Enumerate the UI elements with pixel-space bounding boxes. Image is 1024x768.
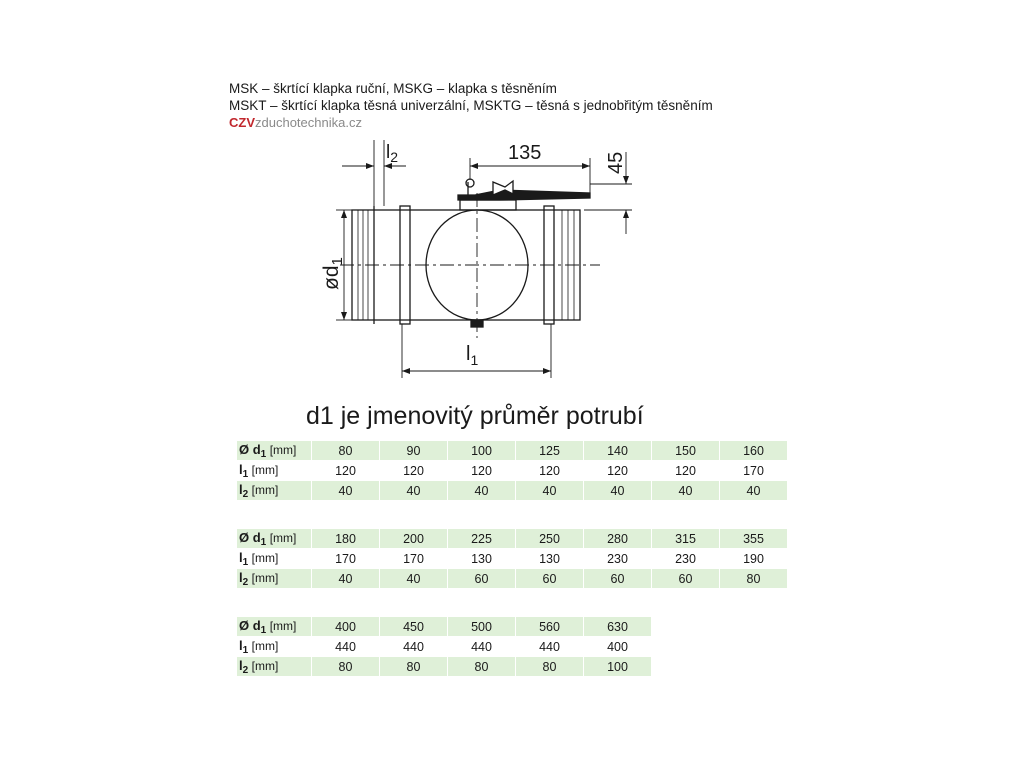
- table-cell: 40: [720, 481, 787, 500]
- table-cell: 230: [607, 551, 628, 566]
- table-cell: 40: [312, 569, 379, 588]
- table-cell: 315: [652, 529, 719, 548]
- table-cell: 440: [403, 639, 424, 654]
- table-cell: 140: [584, 441, 651, 460]
- handle-lever: [458, 190, 590, 200]
- table-cell: 355: [720, 529, 787, 548]
- table-cell: 100: [584, 657, 651, 676]
- table-cell: 190: [743, 551, 764, 566]
- table-cell: 120: [539, 463, 560, 478]
- brand-rest: zduchotechnika.cz: [255, 115, 362, 130]
- table-cell: 500: [448, 617, 515, 636]
- table-cell: 400: [312, 617, 379, 636]
- table-cell: 560: [516, 617, 583, 636]
- dim-135-label: 135: [508, 142, 542, 164]
- table-cell: 40: [584, 481, 651, 500]
- table-row-l2: $l_2$ [mm] 40 40 40 40 40 40 40: [237, 481, 787, 500]
- table-cell: 40: [652, 481, 719, 500]
- table-cell: 200: [380, 529, 447, 548]
- table-cell: 80: [720, 569, 787, 588]
- table-cell: 180: [312, 529, 379, 548]
- table-cell: 120: [675, 463, 696, 478]
- table-cell: 80: [312, 441, 379, 460]
- subtitle: d1 je jmenovitý průměr potrubí: [306, 402, 644, 430]
- table-cell: 60: [584, 569, 651, 588]
- dim-45-label: 45: [605, 151, 627, 174]
- dimension-table-2: [236, 528, 788, 589]
- dimension-table-1: [236, 440, 788, 501]
- dimension-table-3: [236, 616, 652, 677]
- table-cell: 40: [312, 481, 379, 500]
- table-cell: 630: [584, 617, 651, 636]
- table-cell: 120: [335, 463, 356, 478]
- table-cell: 130: [539, 551, 560, 566]
- table-cell: 280: [584, 529, 651, 548]
- brand-cz: CZ: [229, 115, 247, 130]
- table-row-d1: Ø $d_1$ [mm] 80 90 100 125 140 150 160: [237, 441, 787, 460]
- damper-technical-drawing: [300, 138, 640, 383]
- table-cell: 80: [380, 657, 447, 676]
- table-cell: 125: [516, 441, 583, 460]
- table-cell: 150: [652, 441, 719, 460]
- table-cell: 250: [516, 529, 583, 548]
- table-cell: 130: [471, 551, 492, 566]
- brand-logo: [229, 115, 362, 130]
- table-row-d1: Ø $d_1$ [mm] 400 450 500 560 630: [237, 617, 651, 636]
- table-cell: 160: [720, 441, 787, 460]
- table-cell: 170: [335, 551, 356, 566]
- table-cell: 440: [471, 639, 492, 654]
- table-cell: 120: [471, 463, 492, 478]
- table-cell: 60: [516, 569, 583, 588]
- table-cell: 40: [516, 481, 583, 500]
- table-cell: 40: [380, 569, 447, 588]
- table-cell: 170: [743, 463, 764, 478]
- table-cell: 450: [380, 617, 447, 636]
- shaft-top: [466, 179, 474, 187]
- table-cell: 120: [403, 463, 424, 478]
- shaft-bottom: [471, 320, 483, 327]
- table-cell: 100: [448, 441, 515, 460]
- table-row-l1: $l_1$ [mm] 440 440 440 440 400: [237, 637, 651, 656]
- table-cell: 440: [335, 639, 356, 654]
- table-cell: 40: [380, 481, 447, 500]
- table-cell: 60: [652, 569, 719, 588]
- table-row-l2: $l_2$ [mm] 80 80 80 80 100: [237, 657, 651, 676]
- table-cell: 80: [312, 657, 379, 676]
- table-cell: 440: [539, 639, 560, 654]
- table-cell: 230: [675, 551, 696, 566]
- table-cell: 400: [607, 639, 628, 654]
- dim-d1-label: ød1: [320, 257, 346, 290]
- dim-l2-label: $l_2$: [386, 142, 399, 165]
- header-line-2: MSKT – škrtící klapka těsná univerzální, MSKTG – těsná s jednobřitým těsněním: [229, 98, 713, 113]
- table-row-l1: $l_1$ [mm] 120 120 120 120 120 120 170: [237, 461, 787, 480]
- table-cell: 80: [448, 657, 515, 676]
- table-cell: 40: [448, 481, 515, 500]
- table-cell: 90: [380, 441, 447, 460]
- table-cell: 80: [516, 657, 583, 676]
- handle-base: [460, 200, 516, 210]
- table-cell: 225: [448, 529, 515, 548]
- table-cell: 170: [403, 551, 424, 566]
- header-line-1: MSK – škrtící klapka ruční, MSKG – klapka s těsněním: [229, 81, 557, 96]
- table-row-l1: $l_1$ [mm] 170 170 130 130 230 230 190: [237, 549, 787, 568]
- table-row-l2: $l_2$ [mm] 40 40 60 60 60 60 80: [237, 569, 787, 588]
- dim-l1-label: $l_1$: [466, 343, 479, 368]
- brand-v: V: [246, 115, 256, 130]
- table-row-d1: Ø $d_1$ [mm] 180 200 225 250 280 315 355: [237, 529, 787, 548]
- table-cell: 60: [448, 569, 515, 588]
- table-cell: 120: [607, 463, 628, 478]
